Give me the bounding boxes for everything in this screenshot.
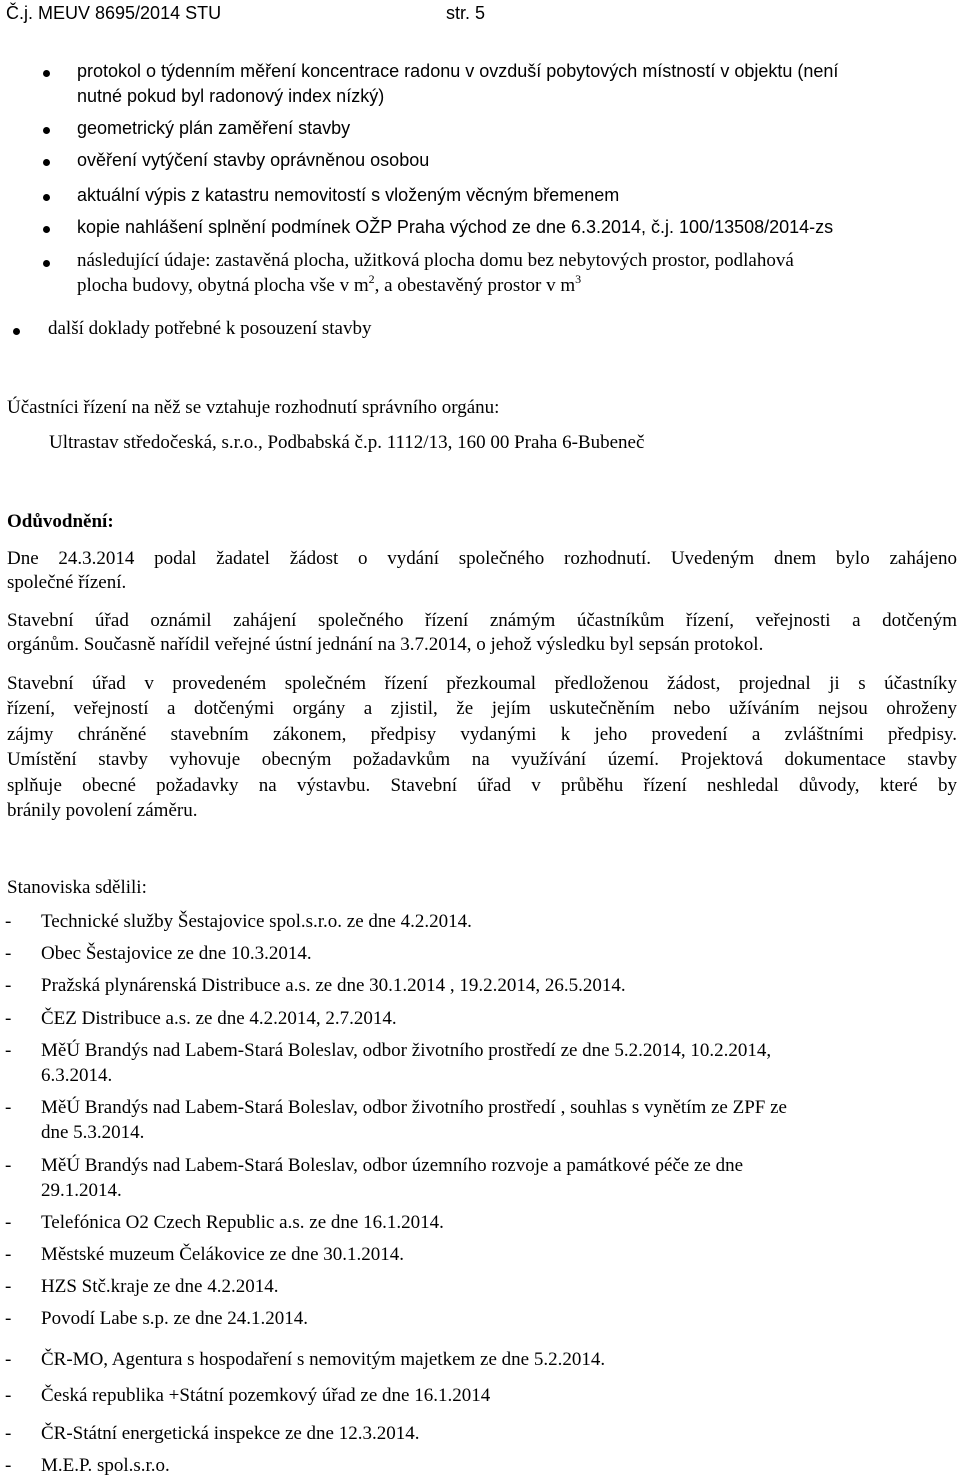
paragraph-line: řízení, veřejností a dotčenými orgány a zjistil, že jejím uskutečněním nebo užíváním nejsou ohroženy — [7, 698, 957, 719]
opinion-text: Městské muzeum Čelákovice ze dne 30.1.2014. — [41, 1244, 405, 1265]
opinion-text: ČR-Státní energetická inspekce ze dne 12.3.2014. — [41, 1423, 420, 1444]
bullet-dot-icon — [43, 70, 50, 77]
opinion-text: ČEZ Distribuce a.s. ze dne 4.2.2014, 2.7.2014. — [41, 1008, 397, 1029]
bullet-text: aktuální výpis z katastru nemovitostí s vloženým věcným břemenem — [77, 185, 620, 205]
bullet-dot-icon — [13, 328, 20, 335]
opinion-text: Technické služby Šestajovice spol.s.r.o. ze dne 4.2.2014. — [41, 911, 472, 932]
bullet-dot-icon — [43, 127, 50, 134]
paragraph-line: Stavební úřad oznámil zahájení společného řízení známým účastníkům řízení, veřejnosti a dotčeným — [7, 610, 957, 631]
paragraph-line: splňuje obecné požadavky na výstavbu. Stavební úřad v průběhu řízení neshledal důvody, které by — [7, 775, 957, 796]
bullet-text: další doklady potřebné k posouzení stavby — [48, 318, 372, 339]
opinion-text: Pražská plynárenská Distribuce a.s. ze dne 30.1.2014 , 19.2.2014, 26.5.2014. — [41, 975, 626, 996]
dash-marker: - — [5, 1212, 12, 1233]
dash-marker: - — [5, 1423, 12, 1444]
dash-marker: - — [5, 1244, 12, 1265]
bullet-text: následující údaje: zastavěná plocha, užitková plocha domu bez nebytových prostor, podlahová — [77, 250, 794, 271]
dash-marker: - — [5, 911, 12, 932]
dash-marker: - — [5, 1008, 12, 1029]
bullet-dot-icon — [43, 194, 50, 201]
opinion-text: 6.3.2014. — [41, 1065, 113, 1086]
opinion-text: ČR-MO, Agentura s hospodaření s nemovitým majetkem ze dne 5.2.2014. — [41, 1349, 606, 1370]
dash-marker: - — [5, 1349, 12, 1370]
opinion-text: MěÚ Brandýs nad Labem-Stará Boleslav, odbor územního rozvoje a památkové péče ze dne — [41, 1155, 744, 1176]
participants-heading: Účastníci řízení na něž se vztahuje rozhodnutí správního orgánu: — [7, 397, 500, 418]
dash-marker: - — [5, 1385, 12, 1406]
opinion-text: MěÚ Brandýs nad Labem-Stará Boleslav, odbor životního prostředí , souhlas s vynětím ze ZPF ze — [41, 1097, 787, 1118]
paragraph-line: Dne 24.3.2014 podal žadatel žádost o vydání společného rozhodnutí. Uvedeným dnem bylo zahájeno — [7, 548, 957, 569]
bullet-text: geometrický plán zaměření stavby — [77, 118, 351, 138]
participant-name: Ultrastav středočeská, s.r.o., Podbabská č.p. 1112/13, 160 00 Praha 6-Bubeneč — [49, 432, 645, 453]
bullet-text: nutné pokud byl radonový index nízký) — [77, 86, 385, 106]
dash-marker: - — [5, 1097, 12, 1118]
bullet-text: ověření vytýčení stavby oprávněnou osobou — [77, 150, 430, 170]
bullet-dot-icon — [43, 226, 50, 233]
bullet-text: plocha budovy, obytná plocha vše v $m^2$, a obestavěný prostor v $m^3$ — [77, 272, 582, 296]
paragraph-line: orgánům. Současně nařídil veřejné ústní jednání na 3.7.2014, o jehož výsledku byl sepsán protokol. — [7, 634, 764, 655]
dash-marker: - — [5, 943, 12, 964]
bullet-dot-icon — [43, 159, 50, 166]
opinion-text: M.E.P. spol.s.r.o. — [41, 1455, 170, 1476]
paragraph-line: zájmy chráněné stavebním zákonem, předpisy vydanými k jeho provedení a zvláštními předpisy. — [7, 724, 957, 745]
bullet-text: kopie nahlášení splnění podmínek OŽP Praha východ ze dne 6.3.2014, č.j. 100/13508/2014-zs — [77, 217, 834, 237]
paragraph-line: bránily povolení záměru. — [7, 800, 198, 821]
opinions-heading: Stanoviska sdělili: — [7, 877, 147, 898]
dash-marker: - — [5, 1308, 12, 1329]
dash-marker: - — [5, 1276, 12, 1297]
paragraph-line: Umístění stavby vyhovuje obecným požadavkům na využívání území. Projektová dokumentace stavby — [7, 749, 957, 770]
page-number: str. 5 — [446, 3, 486, 23]
paragraph-line: společné řízení. — [7, 572, 127, 593]
opinion-text: HZS Stč.kraje ze dne 4.2.2014. — [41, 1276, 279, 1297]
justification-heading: Odůvodnění: — [7, 511, 114, 532]
opinion-text: Obec Šestajovice ze dne 10.3.2014. — [41, 943, 312, 964]
dash-marker: - — [5, 1455, 12, 1476]
document-reference: Č.j. MEUV 8695/2014 STU — [6, 3, 222, 23]
paragraph-line: Stavební úřad v provedeném společném řízení přezkoumal předloženou žádost, projednal ji s účastníky — [7, 673, 957, 694]
opinion-text: dne 5.3.2014. — [41, 1122, 145, 1143]
opinion-text: MěÚ Brandýs nad Labem-Stará Boleslav, odbor životního prostředí ze dne 5.2.2014, 10.2.2014, — [41, 1040, 772, 1061]
opinion-text: Povodí Labe s.p. ze dne 24.1.2014. — [41, 1308, 309, 1329]
bullet-dot-icon — [43, 260, 50, 267]
opinion-text: Česká republika +Státní pozemkový úřad ze dne 16.1.2014 — [41, 1385, 491, 1406]
dash-marker: - — [5, 975, 12, 996]
bullet-text: protokol o týdenním měření koncentrace radonu v ovzduší pobytových místností v objektu (není — [77, 61, 839, 81]
dash-marker: - — [5, 1155, 12, 1176]
dash-marker: - — [5, 1040, 12, 1061]
opinion-text: 29.1.2014. — [41, 1180, 122, 1201]
opinion-text: Telefónica O2 Czech Republic a.s. ze dne 16.1.2014. — [41, 1212, 444, 1233]
